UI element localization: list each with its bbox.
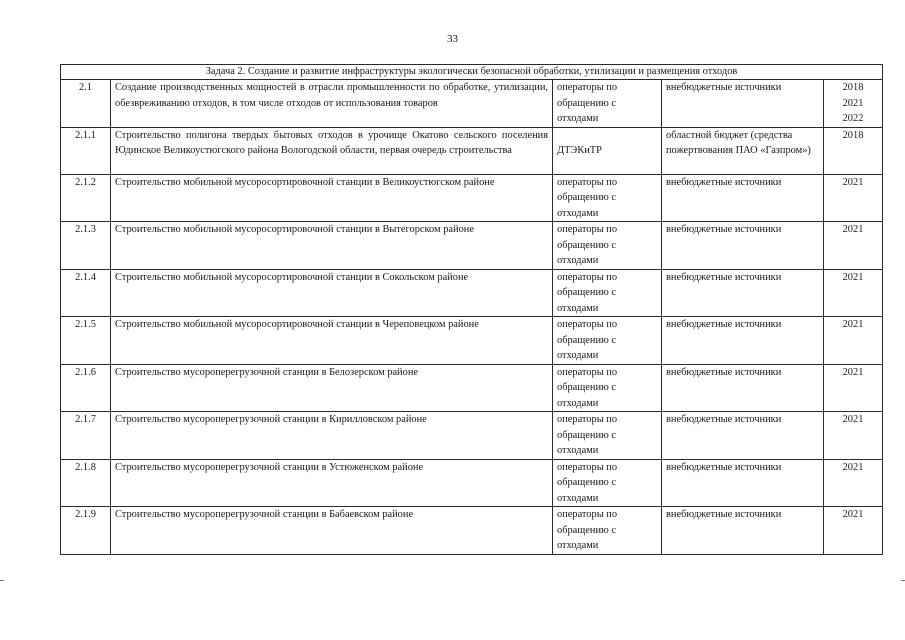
measure-name: Строительство мобильной мусоросортировочной станции в Великоустюгском районе	[111, 174, 553, 222]
row-number: 2.1.5	[61, 317, 111, 365]
funding-source: внебюджетные источники	[662, 269, 824, 317]
table-row	[61, 174, 883, 222]
responsible-executor: операторы по обращению с отходами	[553, 459, 662, 507]
measure-name: Строительство полигона твердых бытовых отходов в урочище Окатово сельского поселения Юдинское Великоустюгского района Вологодской области, первая очередь строительства	[111, 127, 553, 174]
table-row	[61, 507, 883, 555]
year-value: 2021	[842, 509, 864, 520]
year-value: 2018	[842, 129, 864, 141]
responsible-executor: операторы по обращению с отходами	[553, 364, 662, 412]
implementation-years	[824, 507, 883, 555]
page-number: 33	[447, 33, 458, 45]
measure-name: Строительство мусороперегрузочной станции в Белозерском районе	[111, 364, 553, 412]
table-row	[61, 127, 883, 174]
row-number: 2.1	[61, 80, 111, 128]
implementation-years	[824, 412, 883, 460]
measure-name: Строительство мусороперегрузочной станции в Кирилловском районе	[111, 412, 553, 460]
row-number: 2.1.8	[61, 459, 111, 507]
responsible-executor: операторы по обращению с отходами	[553, 80, 662, 128]
measure-name: Создание производственных мощностей в отрасли промышленности по обработке, утилизации, обезвреживанию отходов, в том числе отходов от использования товаров	[111, 80, 553, 128]
measure-name: Строительство мобильной мусоросортировочной станции в Череповецком районе	[111, 317, 553, 365]
row-number: 2.1.7	[61, 412, 111, 460]
funding-source: внебюджетные источники	[662, 507, 824, 555]
row-number: 2.1.2	[61, 174, 111, 222]
funding-source: внебюджетные источники	[662, 222, 824, 270]
task-header-row	[61, 65, 883, 80]
measure-name: Строительство мусороперегрузочной станции в Бабаевском районе	[111, 507, 553, 555]
table-row	[61, 222, 883, 270]
responsible-executor: операторы по обращению с отходами	[553, 507, 662, 555]
measure-name: Строительство мусороперегрузочной станции в Устюженском районе	[111, 459, 553, 507]
responsible-executor: операторы по обращению с отходами	[553, 269, 662, 317]
row-number: 2.1.6	[61, 364, 111, 412]
funding-source: областной бюджет (средства пожертвования ПАО «Газпром»)	[662, 127, 824, 174]
implementation-years	[824, 317, 883, 365]
funding-source: внебюджетные источники	[662, 174, 824, 222]
funding-source: внебюджетные источники	[662, 317, 824, 365]
implementation-years	[824, 222, 883, 270]
year-value: 2021	[842, 461, 864, 473]
funding-source: внебюджетные источники	[662, 459, 824, 507]
year-value: 2021	[842, 224, 864, 235]
row-number: 2.1.3	[61, 222, 111, 270]
funding-source: внебюджетные источники	[662, 364, 824, 412]
responsible-executor: ДТЭКиТР	[553, 127, 662, 174]
year-value: 2021	[842, 97, 864, 109]
year-value: 2022	[842, 113, 864, 124]
table-row	[61, 412, 883, 460]
year-value: 2018	[842, 82, 864, 93]
year-value: 2021	[842, 176, 864, 188]
table-row	[61, 364, 883, 412]
responsible-executor: операторы по обращению с отходами	[553, 412, 662, 460]
funding-source: внебюджетные источники	[662, 412, 824, 460]
responsible-executor: операторы по обращению с отходами	[553, 174, 662, 222]
implementation-years	[824, 174, 883, 222]
table-row	[61, 80, 883, 128]
year-value: 2021	[842, 414, 864, 425]
implementation-years	[824, 459, 883, 507]
scan-margin-mark	[901, 580, 905, 581]
year-value: 2021	[842, 319, 864, 330]
measure-name: Строительство мобильной мусоросортировочной станции в Сокольском районе	[111, 269, 553, 317]
table-row	[61, 459, 883, 507]
task-title: Задача 2. Создание и развитие инфраструктуры экологически безопасной обработки, утилизации и размещения отходов	[61, 65, 883, 80]
row-number: 2.1.1	[61, 127, 111, 174]
table-row	[61, 317, 883, 365]
measures-table	[60, 64, 883, 555]
implementation-years	[824, 127, 883, 174]
responsible-executor: операторы по обращению с отходами	[553, 317, 662, 365]
row-number: 2.1.4	[61, 269, 111, 317]
implementation-years	[824, 80, 883, 128]
year-value: 2021	[842, 366, 864, 378]
implementation-years	[824, 364, 883, 412]
implementation-years	[824, 269, 883, 317]
year-value: 2021	[842, 271, 864, 283]
row-number: 2.1.9	[61, 507, 111, 555]
scan-margin-mark	[0, 580, 4, 581]
funding-source: внебюджетные источники	[662, 80, 824, 128]
responsible-executor: операторы по обращению с отходами	[553, 222, 662, 270]
table-row	[61, 269, 883, 317]
measure-name: Строительство мобильной мусоросортировочной станции в Вытегорском районе	[111, 222, 553, 270]
